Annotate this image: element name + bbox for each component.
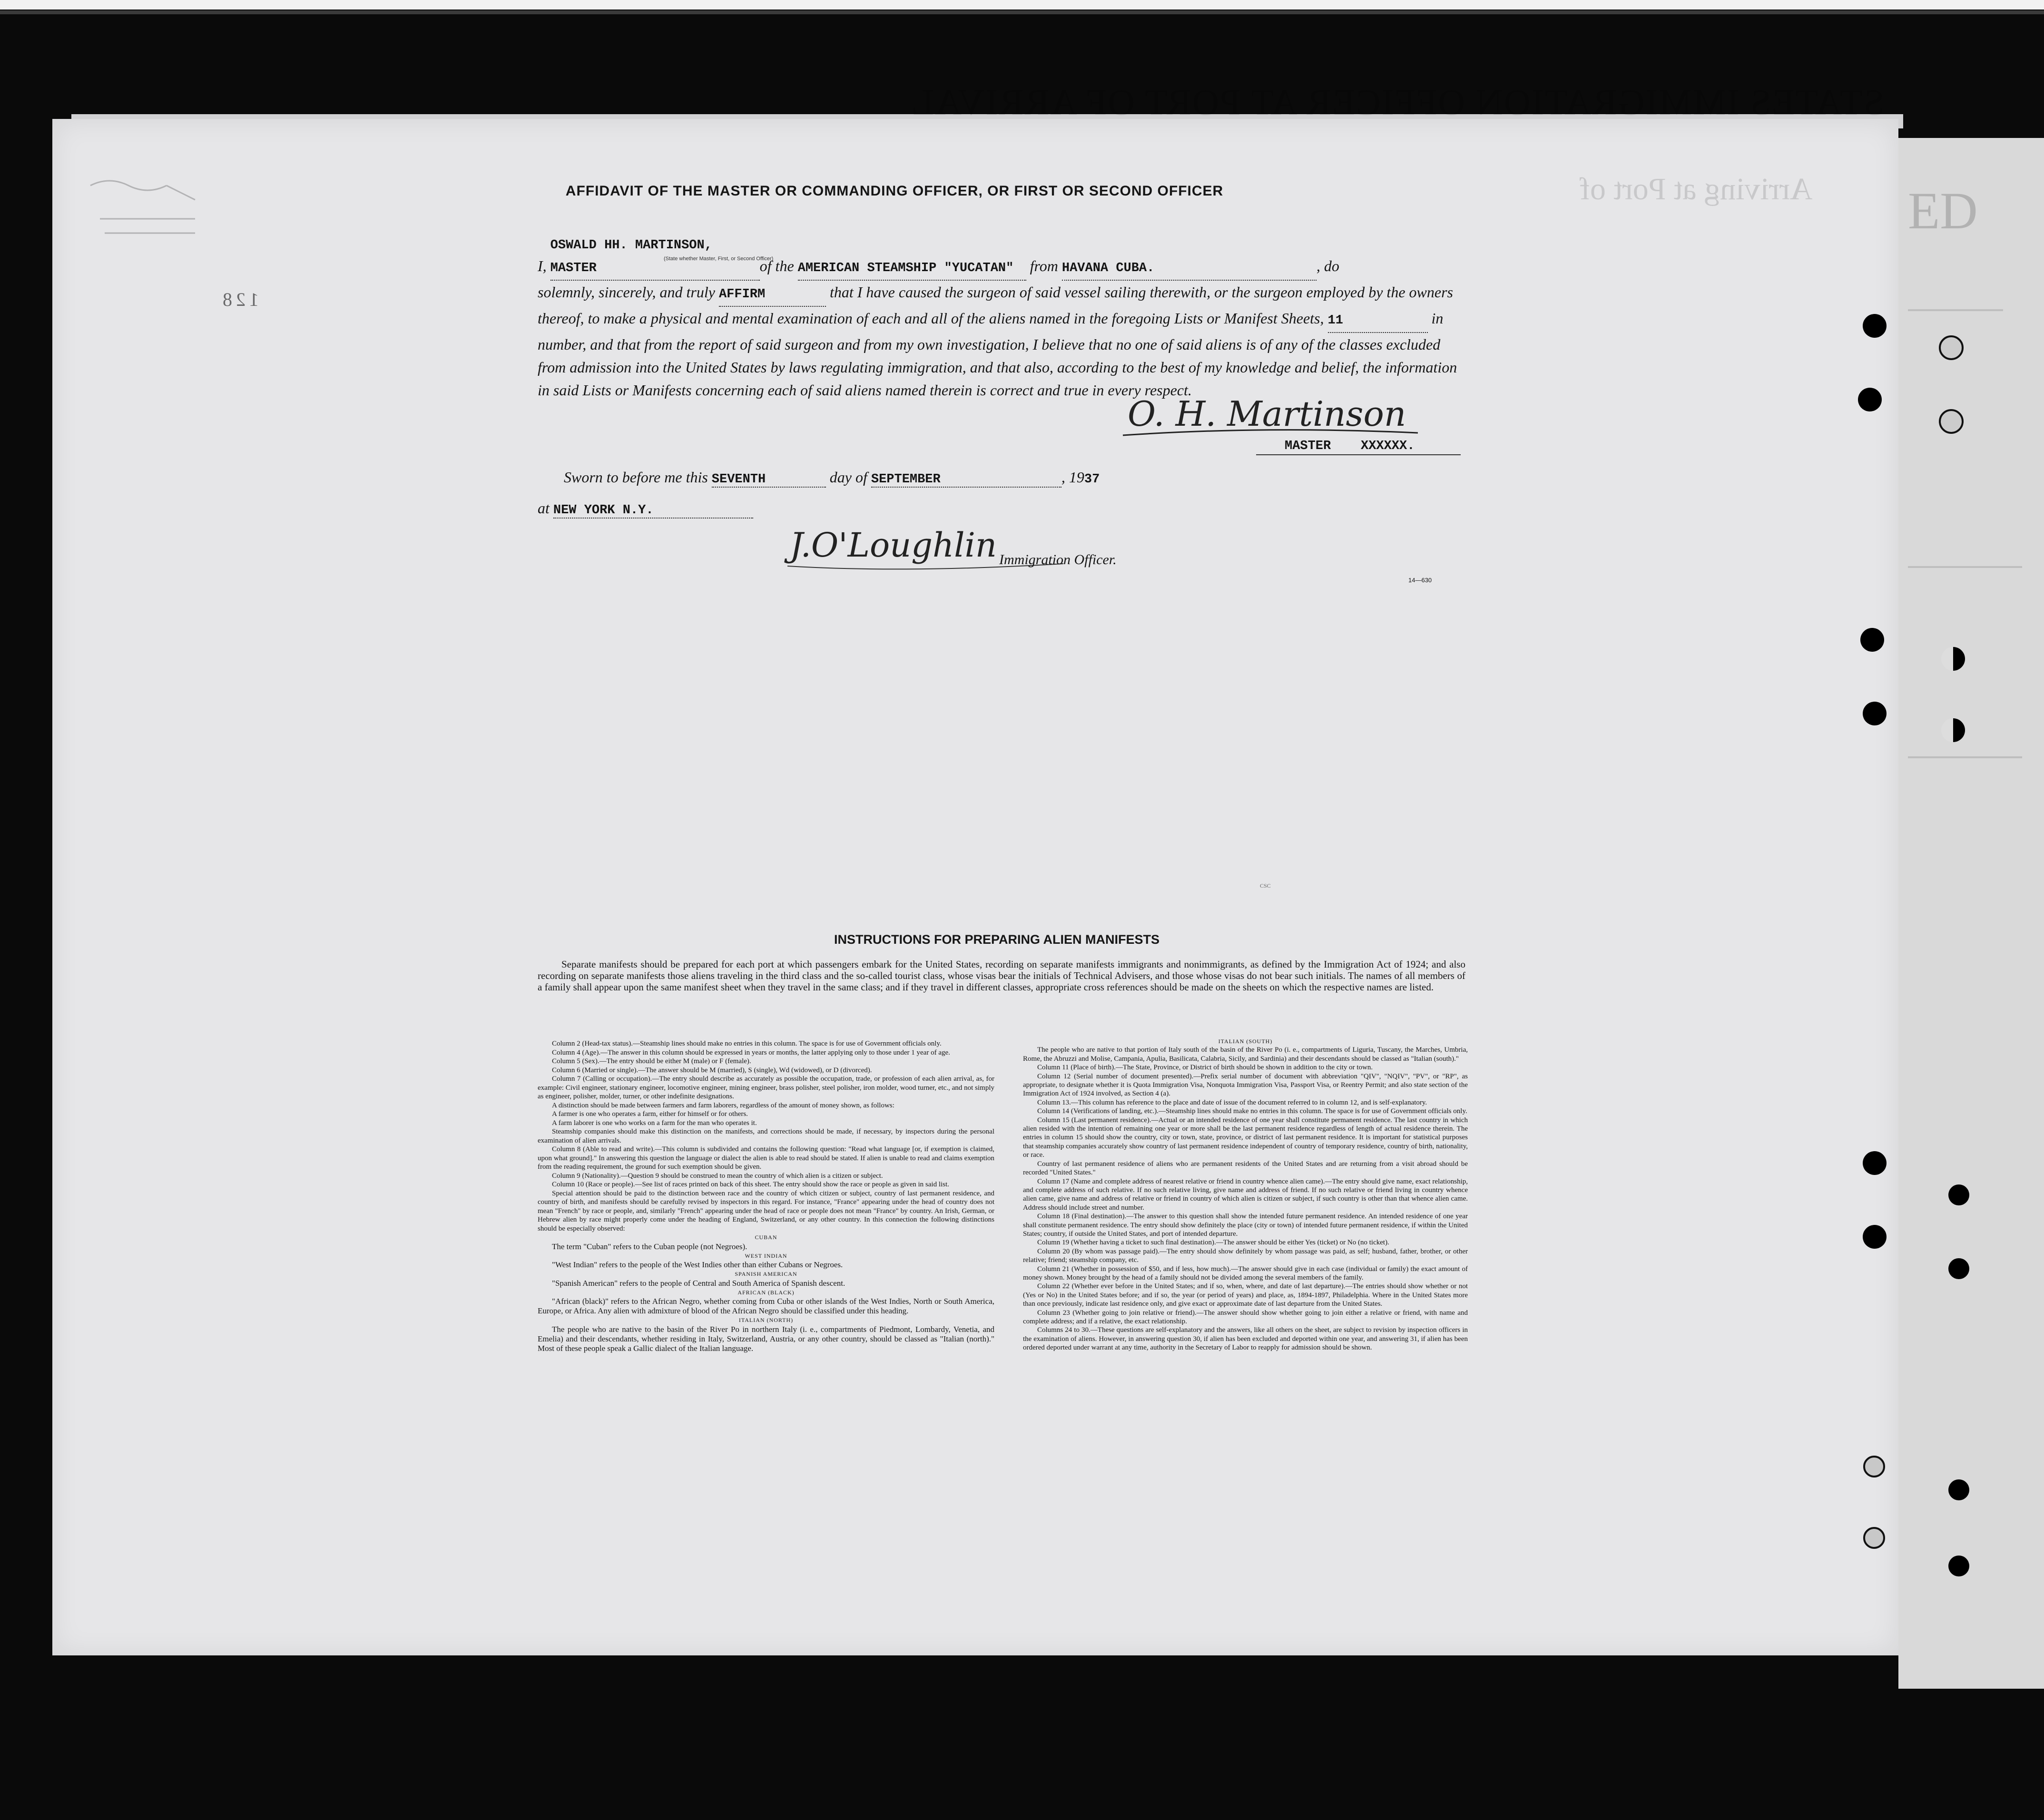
punch-hole xyxy=(1863,1151,1887,1175)
text-solemnly: solemnly, sincerely, and truly xyxy=(538,284,715,301)
text-at: at xyxy=(538,499,550,517)
ghost-rule xyxy=(1908,566,2022,568)
spanish-american-definition: "Spanish American" refers to the people of Central and South America of Spanish descent. xyxy=(552,1278,845,1288)
instruction-paragraph: A farmer is one who operates a farm, either for himself or for others. xyxy=(552,1110,748,1118)
port-field: HAVANA CUBA. xyxy=(1062,257,1317,281)
place-line xyxy=(538,499,753,519)
sworn-year-field: 37 xyxy=(1084,472,1100,487)
back-punch-hole xyxy=(1948,1479,1969,1500)
instruction-paragraph: Column 4 (Age).—The answer in this column should be expressed in years or months, the latter applying only to those under 1 year of age. xyxy=(552,1048,950,1057)
master-name-field: OSWALD HH. MARTINSON, MASTER xyxy=(550,234,760,281)
tiny-mark: CSC xyxy=(1260,882,1271,889)
instruction-paragraph: A farm laborer is one who works on a farm for the man who operates it. xyxy=(552,1119,757,1127)
punch-hole xyxy=(1863,1527,1885,1549)
punch-hole xyxy=(1860,628,1884,652)
back-punch-hole xyxy=(1948,1184,1969,1205)
instruction-paragraph: Special attention should be paid to the distinction between race and the country of which citizen or subject, country of last permanent residence, and country of birth, and manifests should be carefully revised by inspectors in this regard. For instance, "France" appearing under the head of country does not mean "French" by race or people, and, similarly "French" appearing under the head of race or people does not mean "France" by country. An Irish, German, or Hebrew alien by race might properly come under the heading of England, Switzerland, or any other country. In this connection the following distinctions should be especially observed: xyxy=(538,1189,994,1233)
master-underline xyxy=(1256,454,1461,455)
ghost-rule xyxy=(1908,309,2003,311)
back-manifest-sheet xyxy=(1898,138,2044,1689)
instruction-paragraph: Column 12 (Serial number of document presented).—Prefix serial number of document with abbreviation "QIV", "NQIV", "PV", or "RP", as appropriate, to designate whether it is Quota Immigration Visa, Nonquota Immigration Visa, Passport Visa, or Reentry Permit; and also state section of the Immigration Act of 1924 involved, as Section 4 (a). xyxy=(1023,1072,1468,1098)
master-signature-text: O. H. Martinson xyxy=(1128,394,1406,434)
officer-label: Immigration Officer. xyxy=(999,552,1117,568)
text-body-1: that I have caused the surgeon of said vessel sailing therewith, or the surgeon employed by the owners thereof, to make a physical and mental examination of each and all of the aliens named in the foregoing Lists or Manifest Sheets, xyxy=(538,284,1453,327)
faded-stamp-mark xyxy=(71,166,228,257)
bleed-through-arriving: Arriving at Port of xyxy=(1580,172,1813,206)
corner-stamp xyxy=(71,166,228,257)
scan-border-top xyxy=(0,0,2044,10)
instructions-left-column xyxy=(538,1039,994,1353)
text-i: I, xyxy=(538,257,547,274)
sworn-line xyxy=(564,469,1100,488)
instruction-paragraph: Column 11 (Place of birth).—The State, Province, or District of birth should be shown in addition to the city or town. xyxy=(1037,1064,1373,1072)
text-day-of: day of xyxy=(829,469,867,486)
african-definition: "African (black)" refers to the African Negro, whether coming from Cuba or other islands of the West Indies, North or South America, Europe, or Africa. Any alien with admixture of blood of the African Negro should be classified under this heading. xyxy=(538,1297,994,1315)
officer-type-caption: (State whether Master, First, or Second Officer) xyxy=(664,256,774,262)
punch-hole xyxy=(1863,702,1887,725)
back-punch-hole xyxy=(1948,1258,1969,1279)
ghost-heading: ED xyxy=(1908,182,1978,240)
instruction-paragraph: The people who are native to that portion of Italy south of the basin of the River Po (i. e., compartments of Liguria, Tuscany, the Marches, Umbria, Rome, the Abruzzi and Molise, Campania, Apulia, Basilicata, Calabria, Sicily, and Sardinia) and their descendants should be classed as "Italian (south)." xyxy=(1023,1046,1468,1063)
affidavit-title: AFFIDAVIT OF THE MASTER OR COMMANDING OFFICER, OR FIRST OR SECOND OFFICER xyxy=(565,183,1224,199)
instruction-paragraph: Column 23 (Whether going to join relative or friend).—The answer should show whether going to join either a relative or friend, with name and complete address; and if a relative, the exact relationship. xyxy=(1023,1309,1468,1325)
instruction-paragraph: Column 8 (Able to read and write).—This column is subdivided and contains the following question: "Read what language [or, if exemption is claimed, upon what ground]." In answering this question the language or dialect the alien is able to read should be stated. If alien is unable to read and claims exemption from the reading requirement, the ground for such exemption should be given. xyxy=(538,1145,994,1171)
section-heading-spanish-american: SPANISH AMERICAN xyxy=(735,1271,797,1277)
instruction-paragraph: Column 5 (Sex).—The entry should be either M (male) or F (female). xyxy=(552,1057,751,1065)
section-heading-west-indian: WEST INDIAN xyxy=(745,1252,787,1259)
bleed-through-heading: STATES IMMIGRATION OFFICER AT PORT OF ARRIVAL xyxy=(910,81,1884,123)
sworn-day-field: SEVENTH xyxy=(712,472,826,488)
text-of-the: of the xyxy=(759,257,794,274)
sworn-place-field: NEW YORK N.Y. xyxy=(553,503,753,519)
west-indian-definition: "West Indian" refers to the people of the West Indies other than either Cubans or Negroes. xyxy=(552,1260,843,1269)
text-do: , do xyxy=(1316,257,1339,274)
instruction-paragraph: Column 2 (Head-tax status).—Steamship lines should make no entries in this column. The space is for use of Government officials only. xyxy=(552,1040,942,1047)
punch-hole xyxy=(1863,314,1887,338)
vessel-field: AMERICAN STEAMSHIP "YUCATAN" xyxy=(798,257,1026,281)
back-punch-hole xyxy=(1939,335,1964,360)
master-strikeout: XXXXXX. xyxy=(1361,439,1415,453)
back-punch-hole xyxy=(1941,718,1965,742)
instruction-paragraph: Column 21 (Whether in possession of $50, and if less, how much).—The answer should give in each case (individual or family) the exact amount of money shown. Money brought by the head of a family should not be divided among the several members of the family. xyxy=(1023,1265,1468,1282)
punch-hole xyxy=(1858,388,1882,411)
form-number: 14—630 xyxy=(1408,577,1432,584)
text-year-prefix: , 19 xyxy=(1061,469,1084,486)
instruction-paragraph: Column 6 (Married or single).—The answer should be M (married), S (single), Wd (widowed), or D (divorced). xyxy=(552,1066,872,1074)
instructions-intro: Separate manifests should be prepared for each port at which passengers embark for the United States, recording on separate manifests immigrants and nonimmigrants, as defined by the Immigration Act of 1924; and also recording on separate manifests those aliens traveling in the third class and the so-called tourist class, whose visas bear the initials of Technical Advisers, and those whose visas do not bear such initials. The names of all members of a family shall appear upon the same manifest sheet when they travel in the same class; and if they travel in different classes, appropriate cross references should be made on the sheets on which the respective names are listed. xyxy=(538,959,1465,993)
instruction-paragraph: Column 14 (Verifications of landing, etc.).—Steamship lines should make no entries in this column. The space is for use of Government officials only. xyxy=(1037,1107,1467,1115)
officer-signature-text: J.O'Loughlin xyxy=(790,526,997,565)
instruction-paragraph: Column 17 (Name and complete address of nearest relative or friend in country whence alien came).—The entry should give name, exact relationship, and complete address of such relative. If no such relative living, give name and address of friend. If no such relative or friend living in country whence alien came, give name and address of relative or friend in country of which alien is citizen or subject, if such country is other than that whence alien came. Address should include street and number. xyxy=(1023,1177,1468,1212)
instruction-paragraph: Columns 24 to 30.—These questions are self-explanatory and the answers, like all others on the sheet, are subject to revision by inspection officers in the examination of aliens. However, in answering question 30, if alien has been excluded and deported within one year, and answering 31, if alien has been ordered deported under warrant at any time, authority in the Secretary of Labor to reapply for admission should be shown. xyxy=(1023,1326,1468,1352)
cuban-definition: The term "Cuban" refers to the Cuban people (not Negroes). xyxy=(552,1242,747,1251)
master-signature xyxy=(1118,388,1423,440)
officer-signature xyxy=(780,516,1075,578)
sworn-month-field: SEPTEMBER xyxy=(871,472,1061,488)
section-heading-italian-south: ITALIAN (SOUTH) xyxy=(1218,1038,1273,1045)
instructions-right-column xyxy=(1023,1037,1468,1352)
instruction-paragraph: Column 10 (Race or people).—See list of races printed on back of this sheet. The entry should show the race or people as given in said list. xyxy=(552,1181,949,1188)
instruction-paragraph: Column 19 (Whether having a ticket to such final destination).—The answer should be either Yes (ticket) or No (no ticket). xyxy=(1037,1239,1389,1247)
text-from: from xyxy=(1030,257,1058,274)
instruction-paragraph: Column 20 (By whom was passage paid).—The entry should show definitely by whom passage was paid, as self; husband, father, brother, or other relative; friend; steamship company, etc. xyxy=(1023,1247,1468,1264)
instruction-paragraph: A distinction should be made between farmers and farm laborers, regardless of the amount of money shown, as follows: xyxy=(552,1101,894,1109)
italian-north-definition: The people who are native to the basin of the River Po in northern Italy (i. e., compartments of Piedmont, Lombardy, Venetia, and Emelia) and their descendants, whether residing in Italy, Switzerland, Austria, or any other country, should be classed as "Italian (north)." Most of these people speak a Gallic dialect of the Italian language. xyxy=(538,1324,994,1353)
instructions-title: INSTRUCTIONS FOR PREPARING ALIEN MANIFESTS xyxy=(834,932,1160,947)
punch-hole xyxy=(1863,1456,1885,1478)
scan-border-line xyxy=(0,10,2044,14)
section-heading-african: AFRICAN (BLACK) xyxy=(737,1289,795,1296)
instruction-paragraph: Country of last permanent residence of aliens who are permanent residents of the United States and are returning from a visit abroad should be recorded "United States." xyxy=(1023,1160,1468,1177)
section-heading-cuban: CUBAN xyxy=(755,1234,777,1241)
instruction-paragraph: Column 15 (Last permanent residence).—Actual or an intended residence of one year shall constitute permanent residence. The last country in which alien resided with the intention of remaining one year or more shall be the last permanent residence regardless of length of actual residence therein. The entries in column 15 should show the country, city or town, state, province, or district of last permanent residence. It is important for statistical purposes that steamship companies accurately show country of last permanent residence independent of country of temporary residence, country of birth, nationality, or race. xyxy=(1023,1116,1468,1159)
back-punch-hole xyxy=(1939,409,1964,434)
instruction-paragraph: Column 7 (Calling or occupation).—The entry should describe as accurately as possible the occupation, trade, or profession of each alien arrival, as, for example: Civil engineer, stationary engineer, locomotive engineer, mining engineer, brass polisher, steel polisher, iron molder, wood turner, etc., and not simply as engineer, polisher, molder, turner, or other indefinite designations. xyxy=(538,1075,994,1100)
instruction-paragraph: Column 18 (Final destination).—The answer to this question shall show the intended future permanent residence. An intended residence of one year shall constitute permanent residence. The entry should show definitely the place (city or town) of intended future permanent residence, if within the United States; country, if outside the United States, and port of intended departure. xyxy=(1023,1213,1468,1238)
text-body-2: in number, and that from the report of said surgeon and from my own investigation, I believe that no one of said aliens is of any of the classes excluded from admission into the United States by laws regulating immigration, and that also, according to the best of my knowledge and belief, the information in said Lists or Manifests concerning each of said aliens named therein is correct and true in every respect. xyxy=(538,310,1457,399)
text-sworn: Sworn to before me this xyxy=(564,469,708,486)
back-punch-hole xyxy=(1941,647,1965,671)
ghost-rule xyxy=(1908,756,2022,758)
instruction-paragraph: Column 22 (Whether ever before in the United States; and if so, when, where, and date of last departure).—The entries should show whether or not (Yes or No) in the United States before; and if so, the year (or period of years) and place, as, 1894-1897, Philadelphia. Where in the United States more than once previously, indicate last residence only, and give exact or approximate date of last departure from the United States. xyxy=(1023,1282,1468,1308)
section-heading-italian-north: ITALIAN (NORTH) xyxy=(738,1317,794,1323)
sheets-count-field: 11 xyxy=(1328,309,1428,333)
page-number: 128 xyxy=(219,289,259,310)
master-label: MASTER xyxy=(1285,439,1331,453)
instruction-paragraph: Steamship companies should make this distinction on the manifests, and corrections should be made, if necessary, by inspectors during the personal examination of alien arrivals. xyxy=(538,1128,994,1145)
instruction-paragraph: Column 13.—This column has reference to the place and date of issue of the document referred to in column 12, and is self-explanatory. xyxy=(1037,1098,1427,1106)
back-punch-hole xyxy=(1948,1556,1969,1576)
instruction-paragraph: Column 9 (Nationality).—Question 9 should be construed to mean the country of which alien is a citizen or subject. xyxy=(552,1172,883,1180)
punch-hole xyxy=(1863,1225,1887,1249)
affirm-field: AFFIRM xyxy=(719,283,826,307)
